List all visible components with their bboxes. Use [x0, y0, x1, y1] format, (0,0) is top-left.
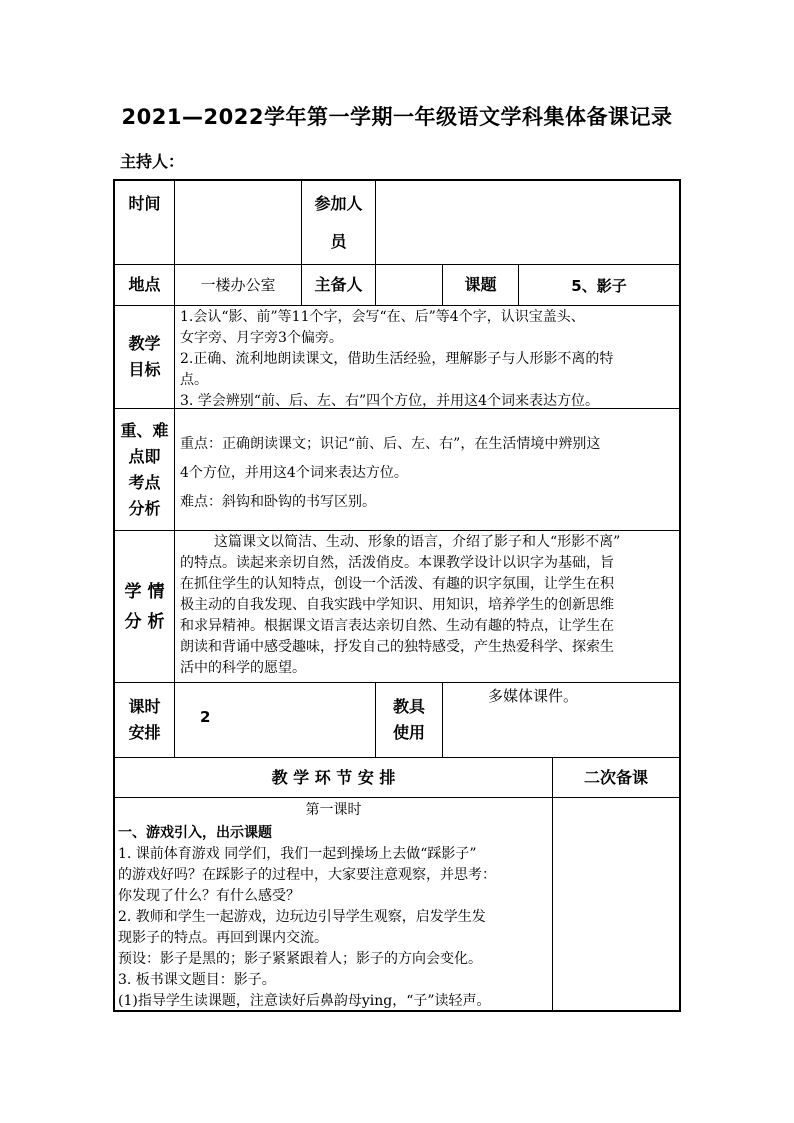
row-divider — [113, 305, 681, 306]
steps-line: 预设：影子是黑的；影子紧紧跟着人；影子的方向会变化。 — [118, 951, 482, 967]
key-points-text — [180, 430, 679, 525]
steps-header: 教 学 环 节 安 排 — [271, 767, 396, 787]
steps-line: 3. 板书课文题目：影子。 — [118, 972, 276, 988]
steps-line: 的游戏好吗？在踩影子的过程中，大家要注意观察，并思考： — [118, 867, 496, 883]
key-line: 4个方位，并用这4个词来表达方位。 — [180, 465, 408, 481]
section-title: 一、游戏引入，出示课题 — [118, 825, 272, 841]
row-divider — [113, 530, 681, 531]
analysis-line: 朗读和背诵中感受趣味，抒发自己的独特感受，产生热爱科学、探索生 — [180, 639, 614, 655]
analysis-line: 的特点。读起来亲切自然，活泼俏皮。本课教学设计以识字为基础，旨 — [180, 555, 614, 571]
key-line: 重点：正确朗读课文；识记“前、后、左、右”，在生活情境中辨别这 — [180, 436, 601, 452]
lead-value — [376, 265, 442, 305]
time-value — [175, 181, 301, 264]
time-label: 时间 — [128, 193, 161, 213]
goals-line: 女字旁、月字旁3个偏旁。 — [180, 330, 343, 346]
topic-label: 课题 — [464, 275, 497, 294]
topic-value: 5、影子 — [571, 276, 627, 295]
tools-value: 多媒体课件。 — [488, 687, 579, 705]
analysis-line: 活中的科学的愿望。 — [180, 660, 306, 676]
col-divider — [442, 682, 443, 757]
key-line: 难点：斜钩和卧钩的书写区别。 — [180, 494, 376, 510]
analysis-text — [180, 532, 679, 682]
analysis-line: 和求异精神。根据课文语言表达亲切自然、生动有趣的特点，让学生在 — [180, 618, 614, 634]
hours-value: 2 — [200, 708, 211, 726]
steps-line: 现影子的特点。再回到课内交流。 — [118, 930, 328, 946]
goals-label: 教学 目标 — [128, 334, 161, 379]
steps-text — [118, 844, 552, 1012]
analysis-line: 极主动的自我发现、自我实践中学知识、用知识，培养学生的创新思维 — [180, 597, 614, 613]
place-label: 地点 — [128, 275, 161, 294]
steps-line: 你发现了什么？有什么感受？ — [118, 888, 300, 904]
steps-line: 2. 教师和学生一起游戏，边玩边引导学生观察，启发学生发 — [118, 909, 486, 925]
goals-text — [180, 307, 679, 408]
analysis-label: 学 情 分 析 — [124, 581, 165, 632]
table-border-right — [679, 179, 681, 1012]
goals-line: 3. 学会辨别“前、后、左、右”四个方位，并用这4个词来表达方位。 — [180, 393, 600, 409]
second-prep-header: 二次备课 — [583, 767, 648, 787]
key-points-label: 重、难 点即 考点 分析 — [120, 420, 169, 518]
steps-line: 1. 课前体育游戏 同学们，我们一起到操场上去做“踩影子” — [118, 846, 477, 862]
hours-label: 课时 安排 — [128, 697, 161, 742]
lead-label: 主备人 — [314, 275, 363, 294]
attendees-value — [376, 181, 679, 264]
lesson-title: 第一课时 — [305, 802, 362, 818]
goals-line: 1.会认“影、前”等11个字，会写“在、后”等4个字，认识宝盖头、 — [180, 309, 585, 325]
tools-label: 教具 使用 — [392, 697, 425, 742]
goals-line: 点。 — [180, 372, 208, 388]
second-prep-cell — [553, 798, 679, 1010]
page-title: 2021—2022学年第一学期一年级语文学科集体备课记录 — [121, 105, 673, 129]
steps-line: (1)指导学生读课题，注意读好后鼻韵母ying，“子”读轻声。 — [118, 993, 491, 1009]
analysis-line: 在抓住学生的认知特点，创设一个活泼、有趣的识字氛围，让学生在积 — [180, 576, 614, 592]
analysis-line: 这篇课文以简洁、生动、形象的语言，介绍了影子和人“形影不离” — [214, 534, 621, 550]
place-value: 一楼办公室 — [200, 275, 276, 294]
goals-line: 2.正确、流利地朗读课文，借助生活经验，理解影子与人形影不离的特 — [180, 351, 614, 367]
host-label: 主持人： — [120, 152, 185, 171]
attendees-label: 参加人 员 — [314, 193, 363, 251]
